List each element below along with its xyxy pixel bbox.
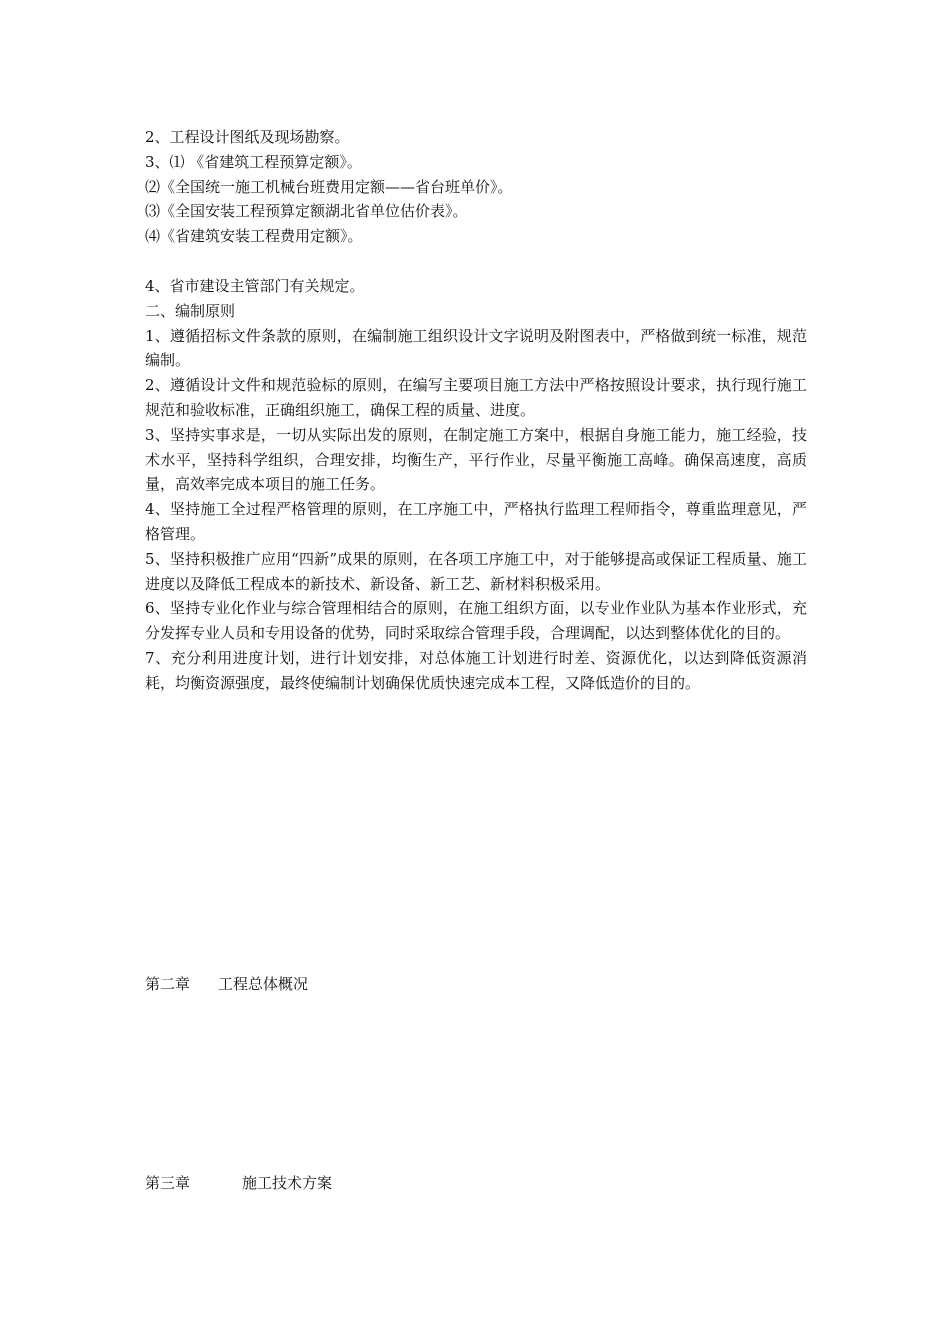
basis-item-3-4: ⑷《省建筑安装工程费用定额》。 (145, 227, 363, 246)
principle-item-3: 3、坚持实事求是，一切从实际出发的原则，在制定施工方案中，根据自身施工能力，施工经验，技术水平，坚持科学组织，合理安排，均衡生产，平行作业，尽量平衡施工高峰。确保高速度，高质量，高效率完成本项目的施工任务。 (145, 425, 807, 494)
principle-item-7: 7、充分利用进度计划，进行计划安排，对总体施工计划进行时差、资源优化，以达到降低资源消耗，均衡资源强度，最终使编制计划确保优质快速完成本工程，又降低造价的目的。 (145, 648, 807, 692)
principle-item-5: 5、坚持积极推广应用“四新”成果的原则，在各项工序施工中，对于能够提高或保证工程质量、施工进度以及降低工程成本的新技术、新设备、新工艺、新材料积极采用。 (145, 549, 807, 593)
principle-item-4: 4、坚持施工全过程严格管理的原则，在工序施工中，严格执行监理工程师指令，尊重监理意见，严格管理。 (145, 500, 807, 543)
basis-item-3-1: 3、⑴ 《省建筑工程预算定额》。 (145, 152, 362, 171)
principle-item-2: 2、遵循设计文件和规范验标的原则，在编写主要项目施工方法中严格按照设计要求，执行现行施工规范和验收标准，正确组织施工，确保工程的质量、进度。 (145, 376, 807, 419)
basis-item-3-2: ⑵《全国统一施工机械台班费用定额——省台班单价》。 (145, 177, 513, 196)
chapter-2-number: 第二章 (145, 975, 191, 993)
basis-item-2: 2、工程设计图纸及现场勘察。 (145, 128, 350, 146)
chapter-3-title: 施工技术方案 (242, 1174, 333, 1192)
blank-line (145, 249, 807, 274)
document-body (145, 125, 807, 696)
principle-item-1: 1、遵循招标文件条款的原则，在编制施工组织设计文字说明及附图表中，严格做到统一标准，规范编制。 (145, 326, 807, 370)
chapter-2-title: 工程总体概况 (218, 975, 309, 993)
principle-item-6: 6、坚持专业化作业与综合管理相结合的原则，在施工组织方面，以专业作业队为基本作业形式，充分发挥专业人员和专用设备的优势，同时采取综合管理手段，合理调配，以达到整体优化的目的。 (145, 599, 807, 643)
chapter-heading-2 (145, 972, 308, 996)
section-heading-principles: 二、编制原则 (145, 301, 236, 320)
basis-item-3-3: ⑶《全国安装工程预算定额湖北省单位估价表》。 (145, 202, 468, 221)
chapter-heading-3 (145, 1171, 332, 1195)
basis-item-4: 4、省市建设主管部门有关规定。 (145, 276, 365, 295)
chapter-3-number: 第三章 (145, 1174, 191, 1192)
